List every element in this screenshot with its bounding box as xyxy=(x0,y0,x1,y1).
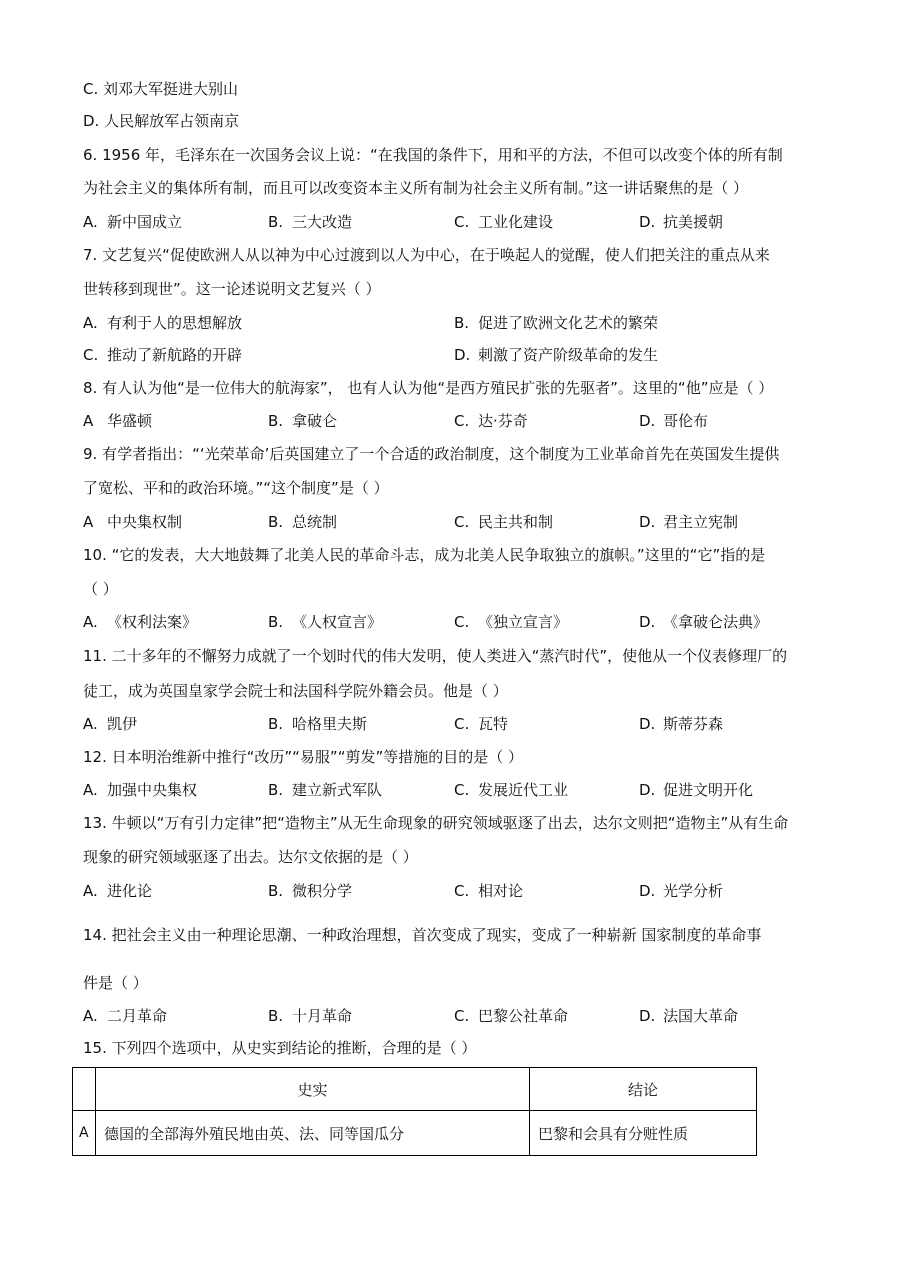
q15-table xyxy=(72,1067,757,1156)
q7-option-a[interactable]: A. 有利于人的思想解放 xyxy=(83,314,243,332)
q10-option-a[interactable]: A. 《权利法案》 xyxy=(83,613,198,631)
q10-option-c[interactable]: C. 《独立宣言》 xyxy=(454,613,569,631)
q13-stem-line1: 13. 牛顿以“万有引力定律”把“造物主”从无生命现象的研究领域驱逐了出去，达尔文则把“造物主”从有生命 xyxy=(83,814,789,832)
q8-option-a[interactable]: A 华盛顿 xyxy=(83,412,153,430)
q8-stem: 8. 有人认为他“是一位伟大的航海家”， 也有人认为他“是西方殖民扩张的先驱者”。这里的“他”应是（ ） xyxy=(83,379,774,397)
q5-option-d: D. 人民解放军占领南京 xyxy=(83,112,240,130)
q6-option-d[interactable]: D. 抗美援朝 xyxy=(639,213,724,231)
q6-option-b[interactable]: B. 三大改造 xyxy=(268,213,353,231)
q15-stem: 15. 下列四个选项中，从史实到结论的推断，合理的是（ ） xyxy=(83,1039,477,1057)
q8-option-d[interactable]: D. 哥伦布 xyxy=(639,412,709,430)
q14-option-c[interactable]: C. 巴黎公社革命 xyxy=(454,1007,569,1025)
q7-option-b[interactable]: B. 促进了欧洲文化艺术的繁荣 xyxy=(454,314,659,332)
table-cell-fact: 德国的全部海外殖民地由英、法、同等国瓜分 xyxy=(96,1111,530,1156)
q9-option-d[interactable]: D. 君主立宪制 xyxy=(639,513,739,531)
q7-option-d[interactable]: D. 刺激了资产阶级革命的发生 xyxy=(454,346,659,364)
q12-option-c[interactable]: C. 发展近代工业 xyxy=(454,781,569,799)
q14-option-b[interactable]: B. 十月革命 xyxy=(268,1007,353,1025)
q14-option-a[interactable]: A. 二月革命 xyxy=(83,1007,168,1025)
q9-option-c[interactable]: C. 民主共和制 xyxy=(454,513,554,531)
q11-option-c[interactable]: C. 瓦特 xyxy=(454,715,509,733)
q6-stem-line1: 6. 1956 年，毛泽东在一次国务会议上说：“在我国的条件下，用和平的方法，不但可以改变个体的所有制 xyxy=(83,146,783,164)
table-row-label: A xyxy=(73,1111,96,1156)
q11-stem-line1: 11. 二十多年的不懈努力成就了一个划时代的伟大发明，使人类进入“蒸汽时代”，使他从一个仪表修理厂的 xyxy=(83,647,788,665)
q11-option-a[interactable]: A. 凯伊 xyxy=(83,715,138,733)
q11-stem-line2: 徒工，成为英国皇家学会院士和法国科学院外籍会员。他是（ ） xyxy=(83,682,508,700)
q9-option-b[interactable]: B. 总统制 xyxy=(268,513,338,531)
q5-option-c: C. 刘邓大军挺进大别山 xyxy=(83,80,239,98)
q8-option-b[interactable]: B. 拿破仑 xyxy=(268,412,338,430)
q6-option-c[interactable]: C. 工业化建设 xyxy=(454,213,554,231)
table-header-facts: 史实 xyxy=(96,1068,530,1111)
q14-stem-line1: 14. 把社会主义由一种理论思潮、一种政治理想，首次变成了现实，变成了一种崭新 国家制度的革命事 xyxy=(83,926,762,944)
q6-option-a[interactable]: A. 新中国成立 xyxy=(83,213,183,231)
q10-option-b[interactable]: B. 《人权宣言》 xyxy=(268,613,383,631)
table-cell-conclusion: 巴黎和会具有分赃性质 xyxy=(530,1111,757,1156)
q14-stem-line2: 件是（ ） xyxy=(83,974,148,992)
q10-option-d[interactable]: D. 《拿破仑法典》 xyxy=(639,613,769,631)
q8-option-c[interactable]: C. 达·芬奇 xyxy=(454,412,528,430)
table-row[interactable] xyxy=(73,1111,757,1156)
q7-option-c[interactable]: C. 推动了新航路的开辟 xyxy=(83,346,243,364)
q14-option-d[interactable]: D. 法国大革命 xyxy=(639,1007,739,1025)
q6-stem-line2: 为社会主义的集体所有制，而且可以改变资本主义所有制为社会主义所有制。”这一讲话聚焦的是（ ） xyxy=(83,179,749,197)
q12-option-b[interactable]: B. 建立新式军队 xyxy=(268,781,383,799)
q7-stem-line2: 世转移到现世”。这一论述说明文艺复兴（ ） xyxy=(83,280,381,298)
q11-option-b[interactable]: B. 哈格里夫斯 xyxy=(268,715,368,733)
q13-option-d[interactable]: D. 光学分析 xyxy=(639,882,724,900)
q13-option-c[interactable]: C. 相对论 xyxy=(454,882,524,900)
q10-stem-line2: （ ） xyxy=(83,580,118,598)
q9-option-a[interactable]: A 中央集权制 xyxy=(83,513,183,531)
q9-stem-line2: 了宽松、平和的政治环境。”“这个制度”是（ ） xyxy=(83,479,389,497)
q11-option-d[interactable]: D. 斯蒂芬森 xyxy=(639,715,724,733)
q12-option-a[interactable]: A. 加强中央集权 xyxy=(83,781,198,799)
q13-option-a[interactable]: A. 进化论 xyxy=(83,882,153,900)
q12-stem: 12. 日本明治维新中推行“改历”“易服”“剪发”等措施的目的是（ ） xyxy=(83,748,524,766)
q9-stem-line1: 9. 有学者指出：“‘光荣革命’后英国建立了一个合适的政治制度，这个制度为工业革命首先在英国发生提供 xyxy=(83,445,780,463)
q13-stem-line2: 现象的研究领域驱逐了出去。达尔文依据的是（ ） xyxy=(83,848,418,866)
table-header-conclusion: 结论 xyxy=(530,1068,757,1111)
q7-stem-line1: 7. 文艺复兴“促使欧洲人从以神为中心过渡到以人为中心，在于唤起人的觉醒，使人们把关注的重点从来 xyxy=(83,246,770,264)
table-header-row xyxy=(73,1068,757,1111)
q13-option-b[interactable]: B. 微积分学 xyxy=(268,882,353,900)
q12-option-d[interactable]: D. 促进文明开化 xyxy=(639,781,754,799)
q10-stem-line1: 10. “它的发表，大大地鼓舞了北美人民的革命斗志，成为北美人民争取独立的旗帜。”这里的“它”指的是 xyxy=(83,546,766,564)
table-header-cell xyxy=(73,1068,96,1111)
